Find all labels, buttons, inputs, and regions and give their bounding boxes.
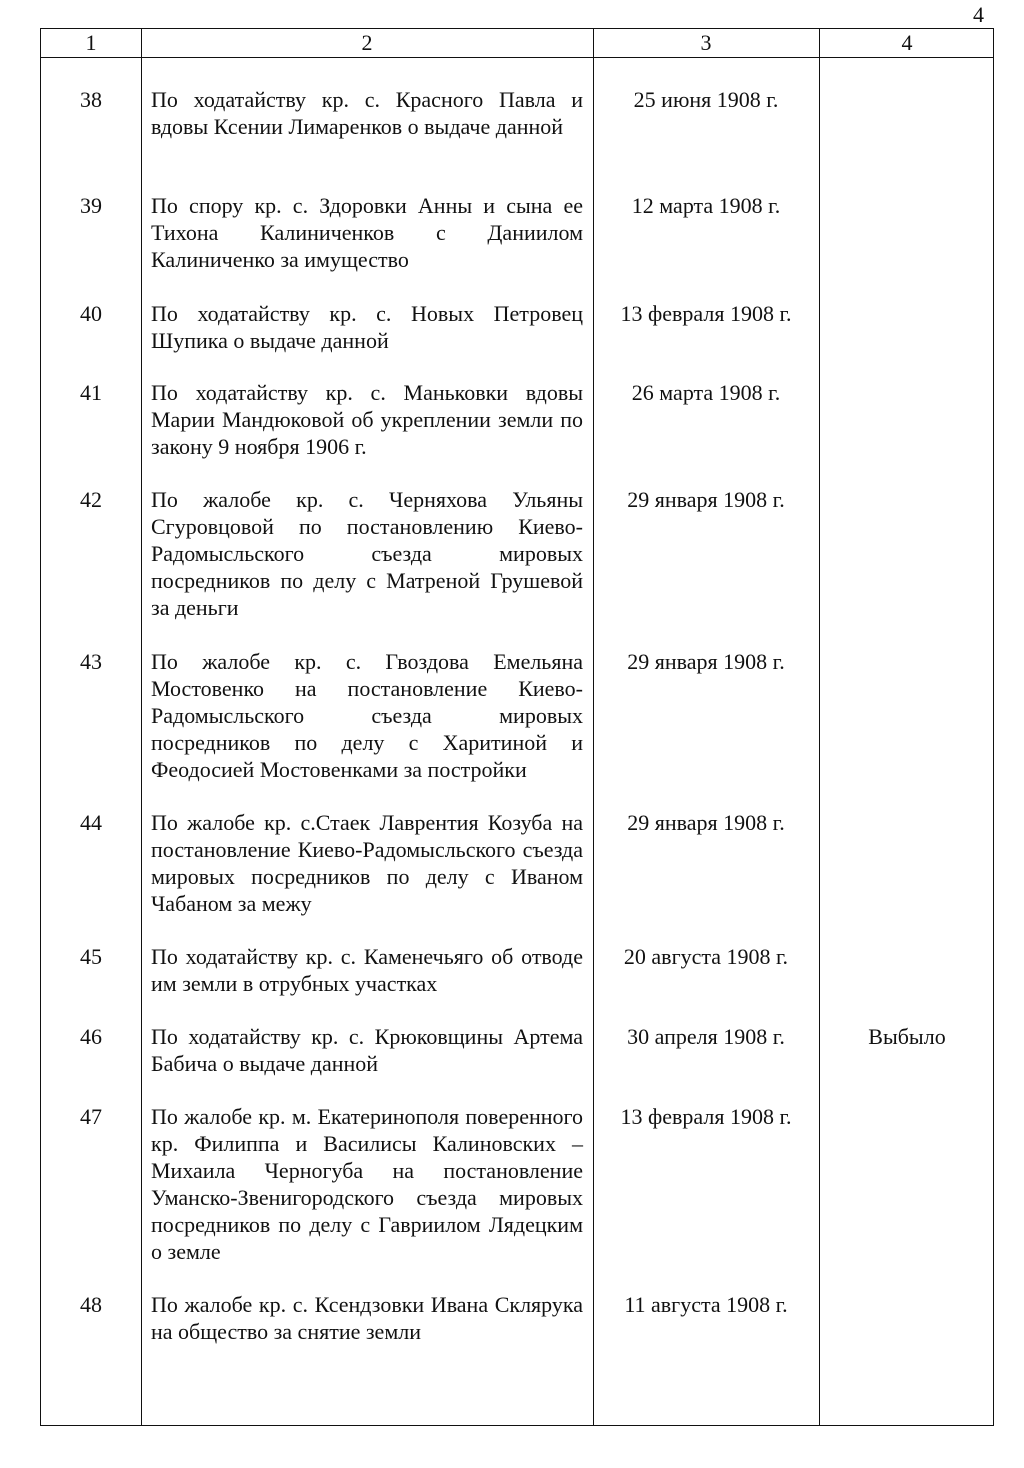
row-number: 40 [80,301,102,326]
row-number: 38 [80,87,102,112]
row-description: По ходатайству кр. с. Маньковки вдовы Марии Мандюковой об укреплении земли по закону 9 ноября 1906 г. [151,380,583,459]
row-description: По ходатайству кр. с. Красного Павла и вдовы Ксении Лимаренков о выдаче данной [151,87,583,139]
row-number: 46 [80,1024,102,1049]
header-col-4: 4 [901,30,913,55]
row-number: 44 [80,810,102,835]
row-description: По ходатайству кр. с. Каменечьяго об отводе им земли в отрубных участках [151,944,583,996]
row-date: 11 августа 1908 г. [624,1292,788,1317]
header-col-1: 1 [85,30,97,55]
row-date: 26 марта 1908 г. [631,380,781,405]
row-number: 47 [80,1104,102,1129]
row-date: 20 августа 1908 г. [623,944,789,969]
column-divider [819,29,820,1425]
row-date: 13 февраля 1908 г. [620,1104,792,1129]
row-description: По спору кр. с. Здоровки Анны и сына ее Тихона Калиниченков с Даниилом Калиниченко за имущество [151,193,583,272]
row-date: 25 июня 1908 г. [633,87,779,112]
row-description: По жалобе кр. с. Черняхова Ульяны Сгуровцовой по постановлению Киево-Радомысльского съезда мировых посредников по делу с Матреной Грушевой за деньги [151,487,583,620]
row-number: 42 [80,487,102,512]
row-description: По жалобе кр. м. Екатеринополя поверенного кр. Филиппа и Василисы Калиновских – Михаила Черногуба на постановление Уманско-Звенигородского съезда мировых посредников по делу с Гавриилом Лядецким о земле [151,1104,583,1264]
header-divider [41,57,993,58]
row-number: 41 [80,380,102,405]
row-date: 12 марта 1908 г. [631,193,781,218]
row-date: 30 апреля 1908 г. [627,1024,785,1049]
row-description: По ходатайству кр. с. Новых Петровец Шупика о выдаче данной [151,301,583,353]
row-date: 29 января 1908 г. [627,487,785,512]
page-number: 4 [973,2,984,27]
row-description: По жалобе кр. с.Стаек Лаврентия Козуба на постановление Киево-Радомысльского съезда мировых посредников по делу с Иваном Чабаном за межу [151,810,583,916]
column-divider [141,29,142,1425]
header-col-3: 3 [700,30,712,55]
column-divider [593,29,594,1425]
header-col-2: 2 [361,30,373,55]
row-description: По ходатайству кр. с. Крюковщины Артема Бабича о выдаче данной [151,1024,583,1076]
row-date: 29 января 1908 г. [627,810,785,835]
row-number: 43 [80,649,102,674]
row-number: 45 [80,944,102,969]
row-number: 48 [80,1292,102,1317]
row-date: 29 января 1908 г. [627,649,785,674]
row-description: По жалобе кр. с. Гвоздова Емельяна Мостовенко на постановление Киево-Радомысльского съезда мировых посредников по делу с Харитиной и Феодосией Мостовенками за постройки [151,649,583,782]
row-description: По жалобе кр. с. Ксендзовки Ивана Склярука на общество за снятие земли [151,1292,583,1344]
row-date: 13 февраля 1908 г. [620,301,792,326]
row-number: 39 [80,193,102,218]
row-note: Выбыло [868,1024,946,1049]
records-table [40,28,994,1426]
